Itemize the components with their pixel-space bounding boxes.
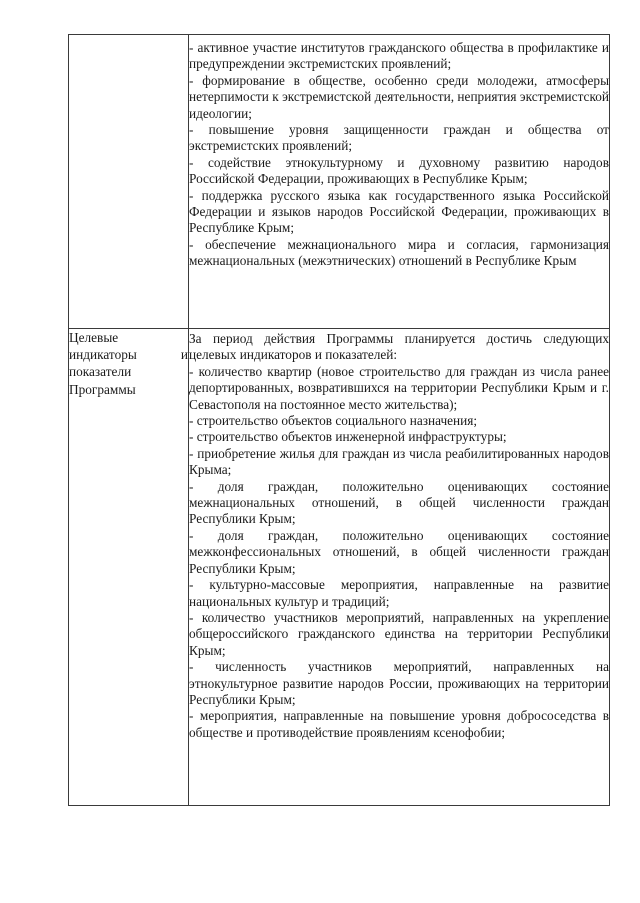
list-item: - культурно-массовые мероприятия, направленные на развитие национальных культур и традиций; xyxy=(189,577,609,609)
list-item: - повышение уровня защищенности граждан и общества от экстремистских проявлений; xyxy=(189,122,609,154)
list-item: - обеспечение межнационального мира и согласия, гармонизация межнациональных (межэтнических) отношений в Республике Крым xyxy=(189,236,609,269)
table-row xyxy=(69,35,610,329)
list-item: - количество квартир (новое строительство для граждан из числа ранее депортированных, возвратившихся на территории Республики Крым и г. Севастополя на постоянное место жительства); xyxy=(189,363,609,412)
row-label: Целевые индикаторы и показатели Программы xyxy=(69,330,188,397)
table-row xyxy=(69,329,610,806)
list-item: - количество участников мероприятий, направленных на укрепление общероссийского гражданского единства на территории Республики Крым; xyxy=(189,609,609,658)
intro-paragraph: За период действия Программы планируется достичь следующих целевых индикаторов и показателей: xyxy=(189,331,609,363)
list-item: - активное участие институтов гражданского общества в профилактике и предупреждении экстремистских проявлений; xyxy=(189,40,609,72)
list-item: - доля граждан, положительно оценивающих состояние межконфессиональных отношений, в общей численности граждан Республики Крым; xyxy=(189,527,609,576)
list-item: - численность участников мероприятий, направленных на этнокультурное развитие народов России, проживающих на территории Республики Крым; xyxy=(189,659,609,707)
list-item: - строительство объектов инженерной инфраструктуры; xyxy=(189,429,507,445)
list-item: - доля граждан, положительно оценивающих состояние межнациональных отношений, в общей численности граждан Республики Крым; xyxy=(189,478,609,527)
row-content-cell xyxy=(189,35,610,329)
row-content-cell xyxy=(189,329,610,806)
list-item: - приобретение жилья для граждан из числа реабилитированных народов Крыма; xyxy=(189,445,609,478)
program-passport-table xyxy=(68,34,610,806)
list-item: - формирование в обществе, особенно среди молодежи, атмосферы нетерпимости к экстремистской деятельности, неприятия экстремистской идеологии; xyxy=(189,72,609,121)
list-item: - строительство объектов социального назначения; xyxy=(189,413,478,429)
list-item: - мероприятия, направленные на повышение уровня добрососедства в обществе и противодействие проявлениям ксенофобии; xyxy=(189,708,609,740)
row-label-cell xyxy=(69,35,189,329)
list-item: - поддержка русского языка как государственного языка Российской Федерации и языков народов Российской Федерации, проживающих в Республике Крым; xyxy=(189,187,609,236)
row-label-cell xyxy=(69,329,189,806)
list-item: - содействие этнокультурному и духовному развитию народов Российской Федерации, проживающих в Республике Крым; xyxy=(189,154,609,187)
